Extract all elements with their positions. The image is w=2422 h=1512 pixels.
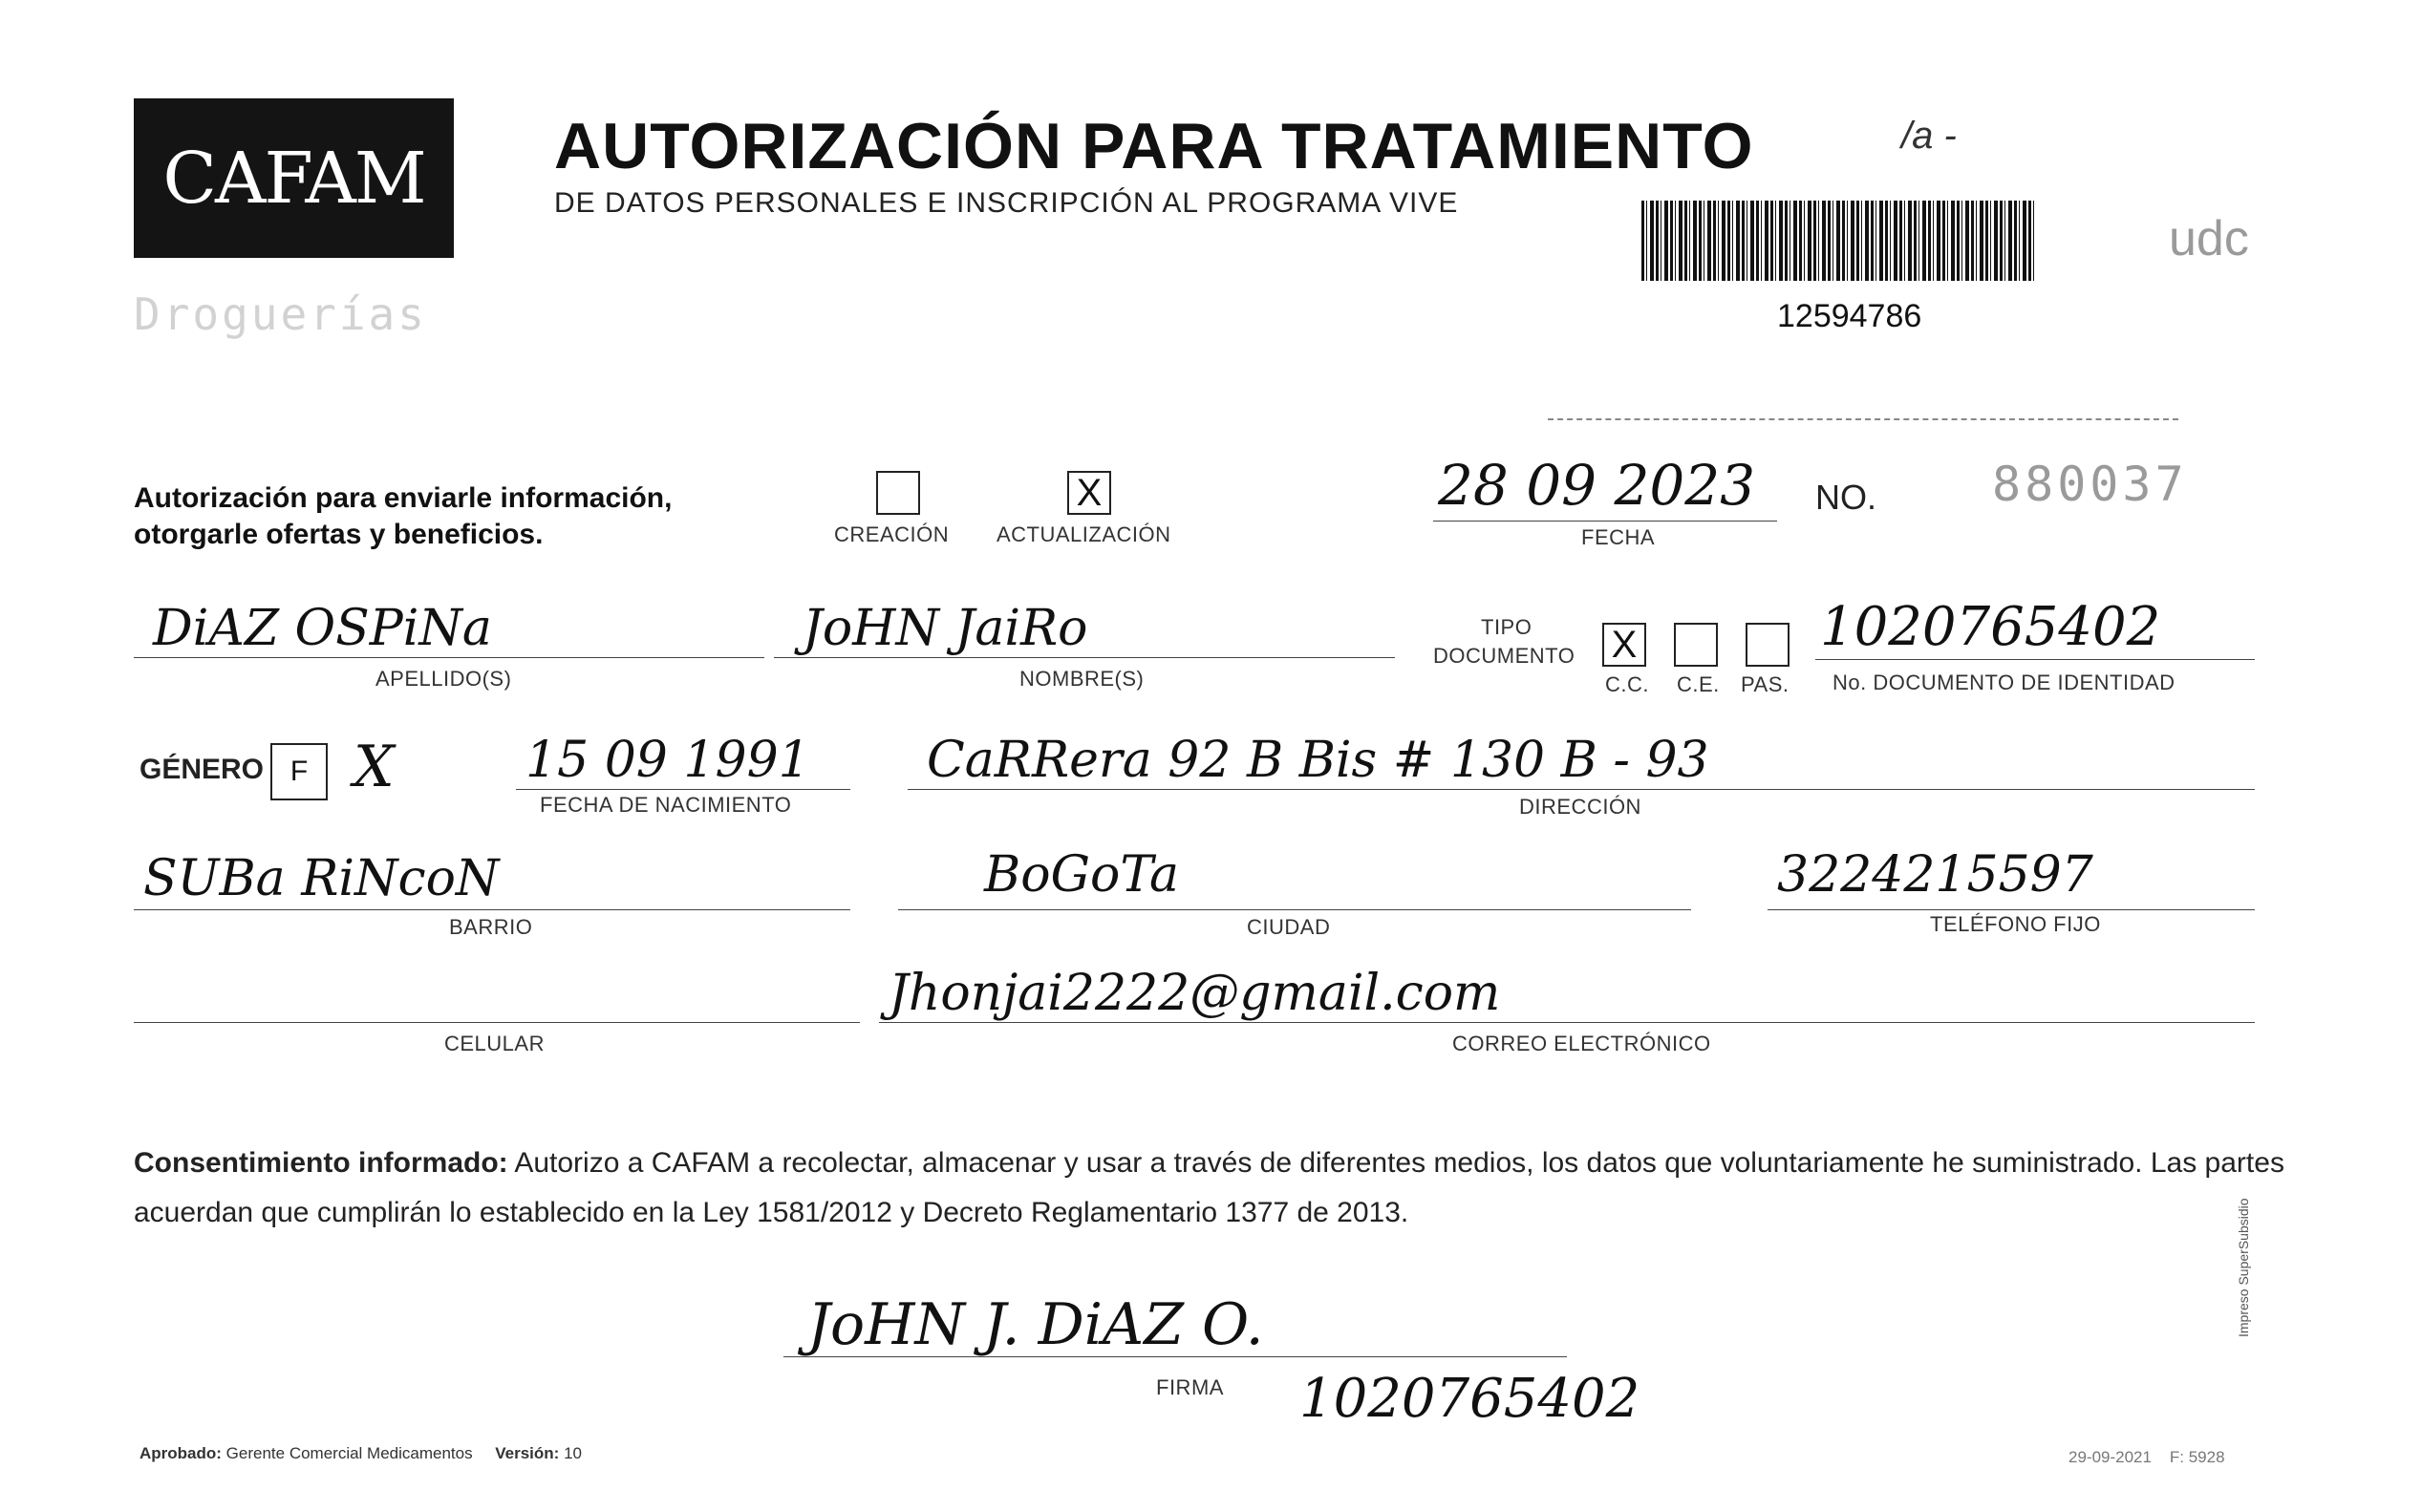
signature-label: FIRMA — [1156, 1375, 1224, 1399]
pas-label: PAS. — [1741, 672, 1790, 696]
fecha-line — [1433, 521, 1777, 522]
telefono-line — [1768, 909, 2255, 910]
address-value[interactable]: CaRRera 92 B Bis # 130 B - 93 — [927, 732, 1709, 789]
consent-title: Consentimiento informado: — [134, 1147, 508, 1179]
cc-checkbox[interactable] — [1602, 623, 1646, 667]
birth-date-line — [516, 789, 850, 790]
apellido-value[interactable]: DiAZ OSPiNa — [153, 600, 492, 657]
signature-line — [783, 1356, 1567, 1357]
address-line — [908, 789, 2255, 790]
logo-text: CAFAM — [162, 137, 425, 220]
fecha-value[interactable]: 28 09 2023 — [1438, 453, 1756, 518]
actualizacion-label: ACTUALIZACIÓN — [997, 522, 1171, 546]
header-scribble: /a - — [1901, 115, 1957, 157]
form-number: 880037 — [1992, 457, 2188, 512]
authorization-line-2: otorgarle ofertas y beneficios. — [134, 519, 544, 550]
consent-paragraph — [134, 1139, 2293, 1238]
logo-subtitle: Droguerías — [134, 288, 427, 340]
celular-label: CELULAR — [444, 1032, 545, 1055]
barrio-line — [134, 909, 850, 910]
form-title: AUTORIZACIÓN PARA TRATAMIENTO — [554, 110, 1754, 182]
apellido-label: APELLIDO(S) — [375, 667, 512, 691]
signature-id: 1020765402 — [1299, 1368, 1640, 1430]
version-label: Versión: — [495, 1444, 560, 1462]
barcode-number: 12594786 — [1777, 298, 1922, 334]
nombre-label: NOMBRE(S) — [1019, 667, 1145, 691]
ciudad-value[interactable]: BoGoTa — [984, 846, 1180, 904]
consent-text: Autorizo a CAFAM a recolectar, almacenar y usar a través de diferentes medios, los datos que voluntariamente he suministrado. Las partes acuerdan que cumplirán lo establecido en la Ley 1581/2012 y Decreto Reglamentario 1377 de 2013. — [134, 1147, 2284, 1228]
ciudad-label: CIUDAD — [1247, 915, 1331, 939]
header-separator — [1548, 418, 2178, 420]
authorization-text — [134, 480, 672, 553]
documento-identidad-label: No. DOCUMENTO DE IDENTIDAD — [1833, 671, 2176, 694]
correo-label: CORREO ELECTRÓNICO — [1452, 1032, 1711, 1055]
documento-line — [1815, 659, 2255, 660]
celular-line — [134, 1022, 860, 1023]
ciudad-line — [898, 909, 1691, 910]
address-label: DIRECCIÓN — [1519, 795, 1641, 819]
actualizacion-mark: X — [1076, 472, 1103, 514]
actualizacion-checkbox[interactable] — [1067, 471, 1111, 515]
footer-approved — [139, 1444, 582, 1463]
nombre-value[interactable]: JoHN JaiRo — [803, 600, 1088, 657]
version-value: 10 — [564, 1444, 582, 1462]
form-subtitle: DE DATOS PERSONALES E INSCRIPCIÓN AL PROGRAMA VIVE — [554, 187, 1459, 219]
no-label: NO. — [1815, 478, 1877, 517]
cafam-logo — [134, 98, 454, 258]
genero-f-box[interactable] — [270, 743, 328, 800]
signature-value[interactable]: JoHN J. DiAZ O. — [807, 1291, 1264, 1358]
date-code: 29-09-2021 — [2068, 1448, 2152, 1466]
fecha-label: FECHA — [1581, 525, 1656, 549]
birth-date-label: FECHA DE NACIMIENTO — [540, 793, 792, 817]
correo-line — [879, 1022, 2255, 1023]
genero-m-mark[interactable]: X — [354, 734, 395, 800]
udc-mark: udc — [2169, 211, 2249, 266]
footer-codes — [2068, 1448, 2225, 1467]
documento-value[interactable]: 1020765402 — [1820, 596, 2161, 658]
f-code: F: 5928 — [2169, 1448, 2225, 1466]
creacion-checkbox[interactable] — [876, 471, 920, 515]
authorization-line-1: Autorización para enviarle información, — [134, 482, 673, 514]
ce-checkbox[interactable] — [1674, 623, 1718, 667]
genero-f-label: F — [289, 756, 309, 787]
telefono-label: TELÉFONO FIJO — [1930, 912, 2101, 936]
documento-label: DOCUMENTO — [1433, 644, 1575, 668]
cc-mark: X — [1611, 624, 1638, 666]
barrio-value[interactable]: SUBa RiNcoN — [143, 850, 500, 907]
cc-label: C.C. — [1605, 672, 1649, 696]
correo-value[interactable]: Jhonjai2222@gmail.com — [889, 965, 1501, 1022]
approved-value: Gerente Comercial Medicamentos — [225, 1444, 473, 1462]
creacion-label: CREACIÓN — [834, 522, 950, 546]
birth-date-value[interactable]: 15 09 1991 — [525, 732, 810, 789]
side-printer-text: Impreso SuperSubsidio — [2236, 1198, 2251, 1337]
tipo-label: TIPO — [1481, 615, 1533, 639]
telefono-value[interactable]: 3224215597 — [1777, 846, 2093, 904]
genero-label: GÉNERO — [139, 754, 265, 785]
ce-label: C.E. — [1677, 672, 1720, 696]
barrio-label: BARRIO — [449, 915, 533, 939]
approved-label: Aprobado: — [139, 1444, 222, 1462]
apellido-line — [134, 657, 764, 658]
pas-checkbox[interactable] — [1746, 623, 1790, 667]
barcode — [1641, 201, 2035, 281]
nombre-line — [774, 657, 1395, 658]
